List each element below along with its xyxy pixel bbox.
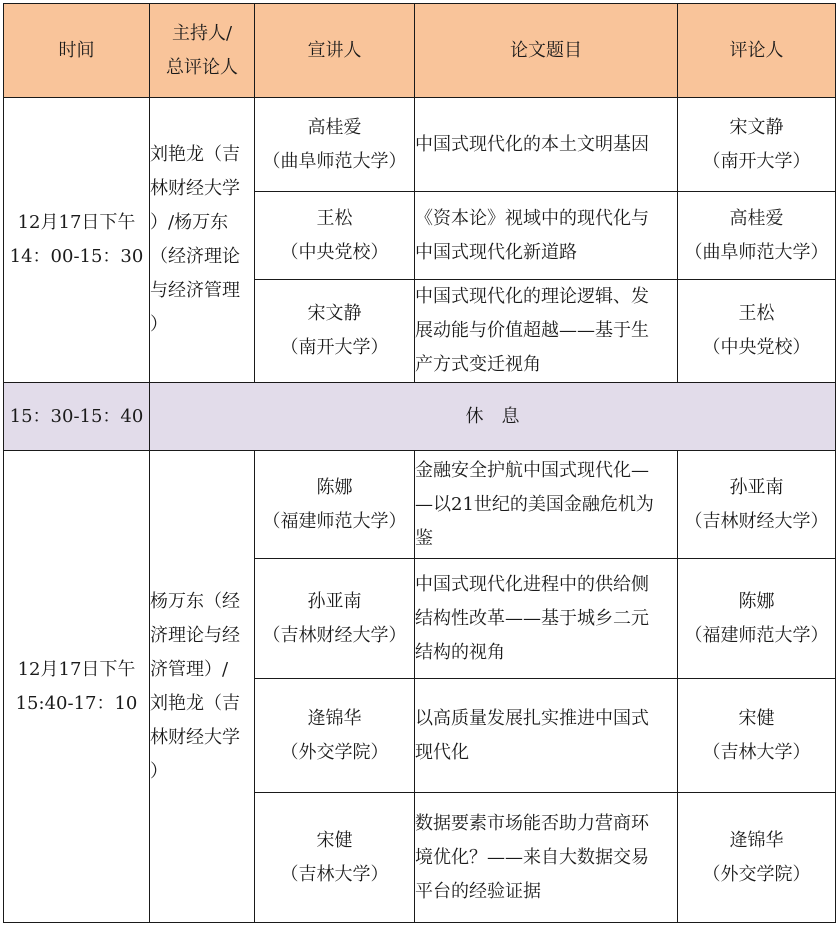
commentator-cell bbox=[678, 280, 836, 383]
speaker-cell bbox=[255, 192, 415, 280]
session2-host-line: ） bbox=[150, 760, 168, 782]
commentator-name: 陈娜 bbox=[738, 590, 775, 612]
session2-host-line: 济管理）/ bbox=[150, 658, 229, 680]
commentator-cell bbox=[678, 679, 836, 793]
commentator-name: 高桂爱 bbox=[729, 207, 784, 229]
speaker-name: 王松 bbox=[316, 207, 353, 229]
session1-host-line: ） bbox=[150, 314, 168, 335]
commentator-name: 孙亚南 bbox=[729, 476, 784, 498]
session2-time-line2: 15:40-17：10 bbox=[15, 692, 138, 714]
header-time: 时间 bbox=[4, 4, 150, 98]
paper-cell bbox=[415, 679, 678, 793]
break-label: 休 息 bbox=[150, 383, 836, 451]
commentator-org: （外交学院） bbox=[702, 863, 811, 885]
paper-title-line: 《资本论》视域中的现代化与 bbox=[415, 207, 649, 229]
paper-title-line: 中国式现代化新道路 bbox=[415, 241, 577, 263]
paper-title-line: 中国式现代化进程中的供给侧 bbox=[415, 573, 649, 595]
session1-host-line: （经济理论 bbox=[150, 246, 240, 267]
header-speaker: 宣讲人 bbox=[255, 4, 415, 98]
speaker-org: （吉林财经大学） bbox=[262, 624, 407, 646]
paper-cell bbox=[415, 280, 678, 383]
paper-title-line: 结构性改革——基于城乡二元 bbox=[415, 607, 649, 629]
session2-host-line: 刘艳龙（吉 bbox=[150, 692, 240, 714]
paper-title-line: 结构的视角 bbox=[415, 641, 505, 663]
speaker-cell bbox=[255, 793, 415, 923]
session1-host-line: 刘艳龙（吉 bbox=[150, 144, 240, 165]
table-row bbox=[4, 98, 836, 192]
speaker-org: （中央党校） bbox=[280, 241, 389, 263]
break-time: 15：30-15：40 bbox=[4, 383, 150, 451]
commentator-org: （南开大学） bbox=[702, 150, 811, 172]
schedule-table bbox=[3, 3, 836, 923]
paper-title-line: 金融安全护航中国式现代化— bbox=[415, 459, 649, 481]
commentator-cell bbox=[678, 559, 836, 679]
commentator-org: （曲阜师范大学） bbox=[684, 241, 829, 263]
speaker-name: 陈娜 bbox=[316, 476, 353, 498]
paper-title-line: 平台的经验证据 bbox=[415, 880, 541, 902]
speaker-name: 逄锦华 bbox=[307, 707, 362, 729]
header-commentator: 评论人 bbox=[678, 4, 836, 98]
paper-title-line: 中国式现代化的本土文明基因 bbox=[415, 133, 649, 155]
paper-title-line: 鉴 bbox=[415, 527, 433, 549]
speaker-cell bbox=[255, 98, 415, 192]
session2-time bbox=[4, 451, 150, 923]
paper-title-line: 以高质量发展扎实推进中国式 bbox=[415, 707, 649, 729]
paper-title-line: 产方式变迁视角 bbox=[415, 354, 541, 375]
commentator-cell bbox=[678, 451, 836, 559]
header-host bbox=[150, 4, 255, 98]
speaker-name: 宋文静 bbox=[307, 303, 362, 324]
speaker-org: （曲阜师范大学） bbox=[262, 150, 407, 172]
commentator-name: 宋健 bbox=[738, 707, 775, 729]
paper-title-line: —以21世纪的美国金融危机为 bbox=[415, 493, 654, 515]
table-row bbox=[4, 451, 836, 559]
header-paper: 论文题目 bbox=[415, 4, 678, 98]
header-host-line2: 总评论人 bbox=[166, 56, 238, 78]
speaker-name: 孙亚南 bbox=[307, 590, 362, 612]
speaker-name: 高桂爱 bbox=[307, 116, 362, 138]
commentator-org: （福建师范大学） bbox=[684, 624, 829, 646]
session1-host-line: ）/杨万东 bbox=[150, 212, 229, 233]
break-row bbox=[4, 383, 836, 451]
session2-host-line: 杨万东（经 bbox=[150, 590, 240, 612]
speaker-cell bbox=[255, 679, 415, 793]
paper-cell bbox=[415, 192, 678, 280]
session2-host-line: 济理论与经 bbox=[150, 624, 240, 646]
session2-host-line: 林财经大学 bbox=[150, 726, 240, 748]
commentator-cell bbox=[678, 793, 836, 923]
speaker-cell bbox=[255, 451, 415, 559]
speaker-cell bbox=[255, 280, 415, 383]
commentator-name: 宋文静 bbox=[729, 116, 784, 138]
paper-title-line: 现代化 bbox=[415, 741, 469, 763]
commentator-cell bbox=[678, 192, 836, 280]
commentator-org: （中央党校） bbox=[702, 337, 811, 358]
session2-host bbox=[150, 451, 255, 923]
session1-host-line: 与经济管理 bbox=[150, 280, 240, 301]
speaker-name: 宋健 bbox=[316, 829, 353, 851]
session1-host-line: 林财经大学 bbox=[150, 178, 240, 199]
paper-title-line: 数据要素市场能否助力营商环 bbox=[415, 812, 649, 834]
paper-cell bbox=[415, 451, 678, 559]
commentator-name: 逄锦华 bbox=[729, 829, 784, 851]
header-host-line1: 主持人/ bbox=[171, 22, 233, 44]
speaker-cell bbox=[255, 559, 415, 679]
session1-time bbox=[4, 98, 150, 383]
speaker-org: （南开大学） bbox=[280, 337, 389, 358]
paper-cell bbox=[415, 98, 678, 192]
paper-title-line: 中国式现代化的理论逻辑、发 bbox=[415, 286, 649, 307]
paper-cell bbox=[415, 559, 678, 679]
commentator-name: 王松 bbox=[738, 303, 775, 324]
paper-title-line: 展动能与价值超越——基于生 bbox=[415, 320, 649, 341]
session2-time-line1: 12月17日下午 bbox=[17, 658, 136, 680]
commentator-cell bbox=[678, 98, 836, 192]
speaker-org: （吉林大学） bbox=[280, 863, 389, 885]
session1-time-line1: 12月17日下午 bbox=[17, 212, 136, 233]
header-row bbox=[4, 4, 836, 98]
speaker-org: （外交学院） bbox=[280, 741, 389, 763]
speaker-org: （福建师范大学） bbox=[262, 510, 407, 532]
session1-host bbox=[150, 98, 255, 383]
paper-cell bbox=[415, 793, 678, 923]
paper-title-line: 境优化？——来自大数据交易 bbox=[415, 846, 649, 868]
commentator-org: （吉林大学） bbox=[702, 741, 811, 763]
commentator-org: （吉林财经大学） bbox=[684, 510, 829, 532]
session1-time-line2: 14：00-15：30 bbox=[9, 246, 144, 267]
